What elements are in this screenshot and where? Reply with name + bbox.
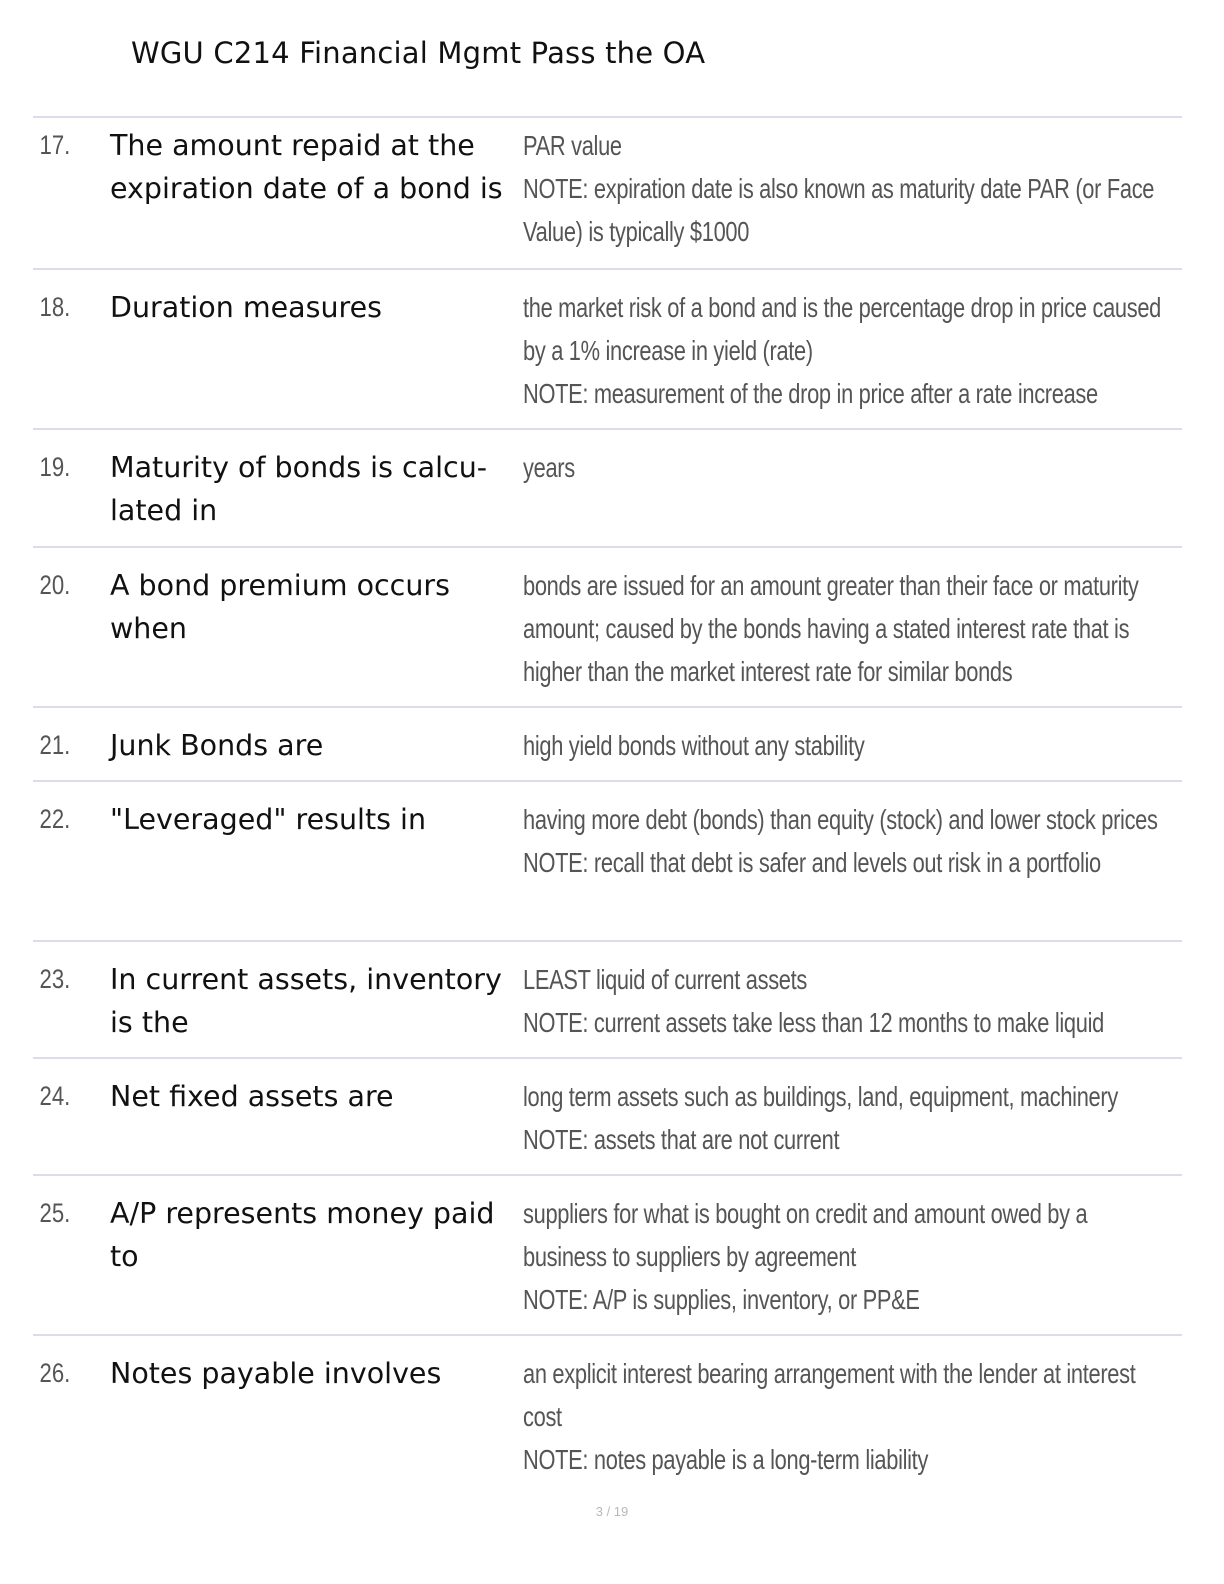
card-number: 19. xyxy=(39,452,71,482)
flashcard-row xyxy=(33,428,1182,546)
card-term: Maturity of bonds is calcu-lated in xyxy=(110,451,488,527)
document-title: WGU C214 Financial Mgmt Pass the OA xyxy=(131,36,706,70)
card-definition: an explicit interest bearing arrangement with the lender at interest cost NOTE: notes payable is a long-term liability xyxy=(523,1358,1136,1475)
card-term: The amount repaid at the expiration date of a bond is xyxy=(110,129,503,205)
card-definition: having more debt (bonds) than equity (stock) and lower stock prices NOTE: recall that debt is safer and levels out risk in a portfolio xyxy=(523,804,1158,878)
flashcard-row xyxy=(33,1174,1182,1334)
card-term: Junk Bonds are xyxy=(110,729,324,762)
flashcard-row xyxy=(33,706,1182,780)
flashcard-row xyxy=(33,1334,1182,1494)
card-definition: LEAST liquid of current assets NOTE: current assets take less than 12 months to make liquid xyxy=(523,964,1104,1038)
flashcard-row xyxy=(33,1057,1182,1174)
card-definition: PAR value NOTE: expiration date is also known as maturity date PAR (or Face Value) is typically $1000 xyxy=(523,130,1155,247)
card-term: A/P represents money paid to xyxy=(110,1197,495,1273)
flashcard-row xyxy=(33,268,1182,428)
card-definition: suppliers for what is bought on credit and amount owed by a business to suppliers by agreement NOTE: A/P is supplies, inventory, or PP&E xyxy=(523,1198,1088,1315)
card-term: Net fixed assets are xyxy=(110,1080,394,1113)
card-number: 17. xyxy=(39,130,71,160)
card-definition: years xyxy=(523,452,575,483)
card-term: "Leveraged" results in xyxy=(110,803,427,836)
card-term: Notes payable involves xyxy=(110,1357,442,1390)
flashcard-row xyxy=(33,116,1182,268)
card-definition: the market risk of a bond and is the percentage drop in price caused by a 1% increase in yield (rate) NOTE: measurement of the drop in price after a rate increase xyxy=(523,292,1162,409)
flashcard-row xyxy=(33,940,1182,1057)
flashcard-list xyxy=(33,116,1182,1494)
card-number: 24. xyxy=(39,1081,71,1111)
card-number: 20. xyxy=(39,570,71,600)
card-number: 25. xyxy=(39,1198,71,1228)
card-definition: bonds are issued for an amount greater than their face or maturity amount; caused by the bonds having a stated interest rate that is higher than the market interest rate for similar bonds xyxy=(523,570,1139,687)
card-number: 18. xyxy=(39,292,71,322)
flashcard-row xyxy=(33,780,1182,940)
card-number: 23. xyxy=(39,964,71,994)
card-term: A bond premium occurs when xyxy=(110,569,450,645)
card-number: 26. xyxy=(39,1358,71,1388)
card-definition: long term assets such as buildings, land, equipment, machinery NOTE: assets that are not current xyxy=(523,1081,1118,1155)
card-number: 21. xyxy=(39,730,71,760)
page-number: 3 / 19 xyxy=(595,1504,629,1519)
flashcard-row xyxy=(33,546,1182,706)
card-definition: high yield bonds without any stability xyxy=(523,730,865,761)
card-term: In current assets, inventory is the xyxy=(110,963,502,1039)
card-number: 22. xyxy=(39,804,71,834)
card-term: Duration measures xyxy=(110,291,382,324)
